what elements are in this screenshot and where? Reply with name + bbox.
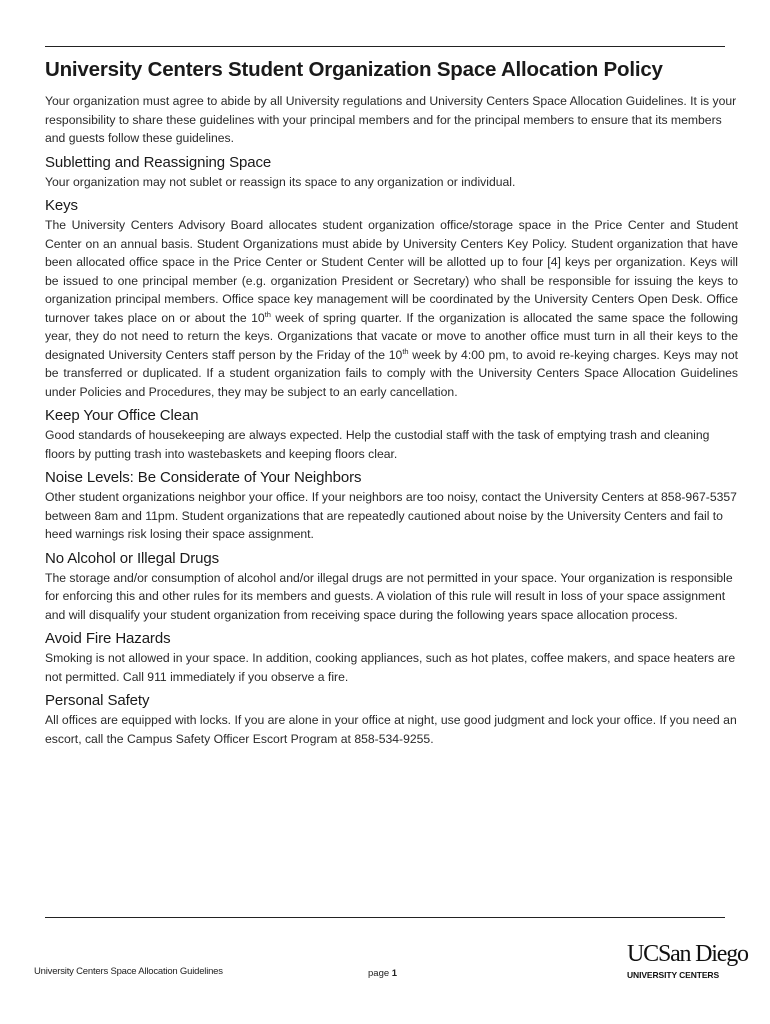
- clean-paragraph: Good standards of housekeeping are always expected. Help the custodial staff with the task of emptying trash and cleaning floors by putting trash into wastebaskets and keeping floors clear.: [45, 428, 710, 461]
- safety-section: [45, 691, 738, 748]
- page-title: University Centers Student Organization Space Allocation Policy: [45, 58, 663, 81]
- page-number: 1: [391, 968, 398, 979]
- bottom-rule: [45, 917, 725, 918]
- keys-sup-1: th: [264, 309, 271, 319]
- subletting-section: [45, 153, 738, 192]
- fire-paragraph: Smoking is not allowed in your space. In addition, cooking appliances, such as hot plates, coffee makers, and space heaters are not permitted. Call 911 immediately if you observe a fire.: [45, 651, 736, 684]
- fire-section: [45, 629, 738, 686]
- intro-section: [45, 92, 738, 148]
- logo-subtext: UNIVERSITY CENTERS: [627, 970, 720, 980]
- keys-text-2: week of spring quarter. If the organization is allocated the same space the following year, they do not need to return the keys. Organizations that vacate or move to another office must turn in all their keys to the designated University Centers staff person by the Friday of the 10: [45, 310, 738, 362]
- noise-section: [45, 468, 738, 544]
- clean-heading: Keep Your Office Clean: [45, 407, 199, 424]
- alcohol-section: [45, 549, 738, 625]
- top-rule: [45, 46, 725, 47]
- footer-document-name: University Centers Space Allocation Guidelines: [34, 966, 223, 977]
- keys-text-3: week by 4:00 pm, to avoid re-keying charges. Keys may not be transferred or duplicated. If a student organization fails to comply with the University Centers Space Allocation Guidelines under Policies and Procedures, they may be subject to an early cancellation.: [45, 347, 738, 399]
- alcohol-heading: No Alcohol or Illegal Drugs: [45, 549, 220, 567]
- keys-paragraph: [45, 216, 738, 401]
- logo-wordmark: UCSan Diego: [627, 941, 748, 967]
- ucsd-logo: [627, 940, 748, 980]
- fire-heading: Avoid Fire Hazards: [45, 630, 171, 647]
- keys-text-1: The University Centers Advisory Board allocates student organization office/storage space in the Price Center and Student Center on an annual basis. Student Organizations must abide by University Centers Key Policy. Student organization that have been allocated office space in the Price Center or Student Center will be allotted up to four [4] keys per organization. Keys will be issued to one principal member (e.g. organization President or Secretary) who shall be responsible for issuing the keys to organization principal members. Office space key management will be coordinated by the University Centers Open Desk. Office turnover takes place on or about the 10: [45, 218, 738, 325]
- keys-sup-2: th: [402, 346, 409, 356]
- keys-heading: Keys: [45, 197, 78, 214]
- clean-section: [45, 406, 738, 463]
- subletting-heading: Subletting and Reassigning Space: [45, 153, 272, 171]
- document-body: [45, 56, 738, 753]
- noise-paragraph: Other student organizations neighbor your office. If your neighbors are too noisy, contact the University Centers at 858-967-5357 between 8am and 11pm. Student organizations that are repeatedly cautioned about noise by the University Centers and fail to heed warnings risk losing their space assignment.: [45, 490, 737, 541]
- noise-heading: Noise Levels: Be Considerate of Your Neighbors: [45, 469, 362, 486]
- safety-paragraph: All offices are equipped with locks. If you are alone in your office at night, use good judgment and lock your office. If you need an escort, call the Campus Safety Officer Escort Program at 858-534-9255.: [45, 713, 737, 746]
- page-label: page: [368, 968, 390, 979]
- footer-page-number: [368, 968, 397, 979]
- intro-paragraph: Your organization must agree to abide by all University regulations and University Centers Space Allocation Guidelines. It is your responsibility to share these guidelines with your principal members and for the principal members to ensure that its members and guests follow these guidelines.: [45, 94, 737, 145]
- alcohol-paragraph: The storage and/or consumption of alcohol and/or illegal drugs are not permitted in your space. Your organization is responsible for enforcing this and other rules for its members and guests. A violation of this rule will result in loss of your space assignment and will disqualify your student organization from receiving space during the following years space allocation process.: [45, 570, 733, 622]
- keys-section: [45, 196, 738, 401]
- subletting-paragraph: Your organization may not sublet or reassign its space to any organization or individual.: [45, 174, 516, 189]
- safety-heading: Personal Safety: [45, 692, 150, 709]
